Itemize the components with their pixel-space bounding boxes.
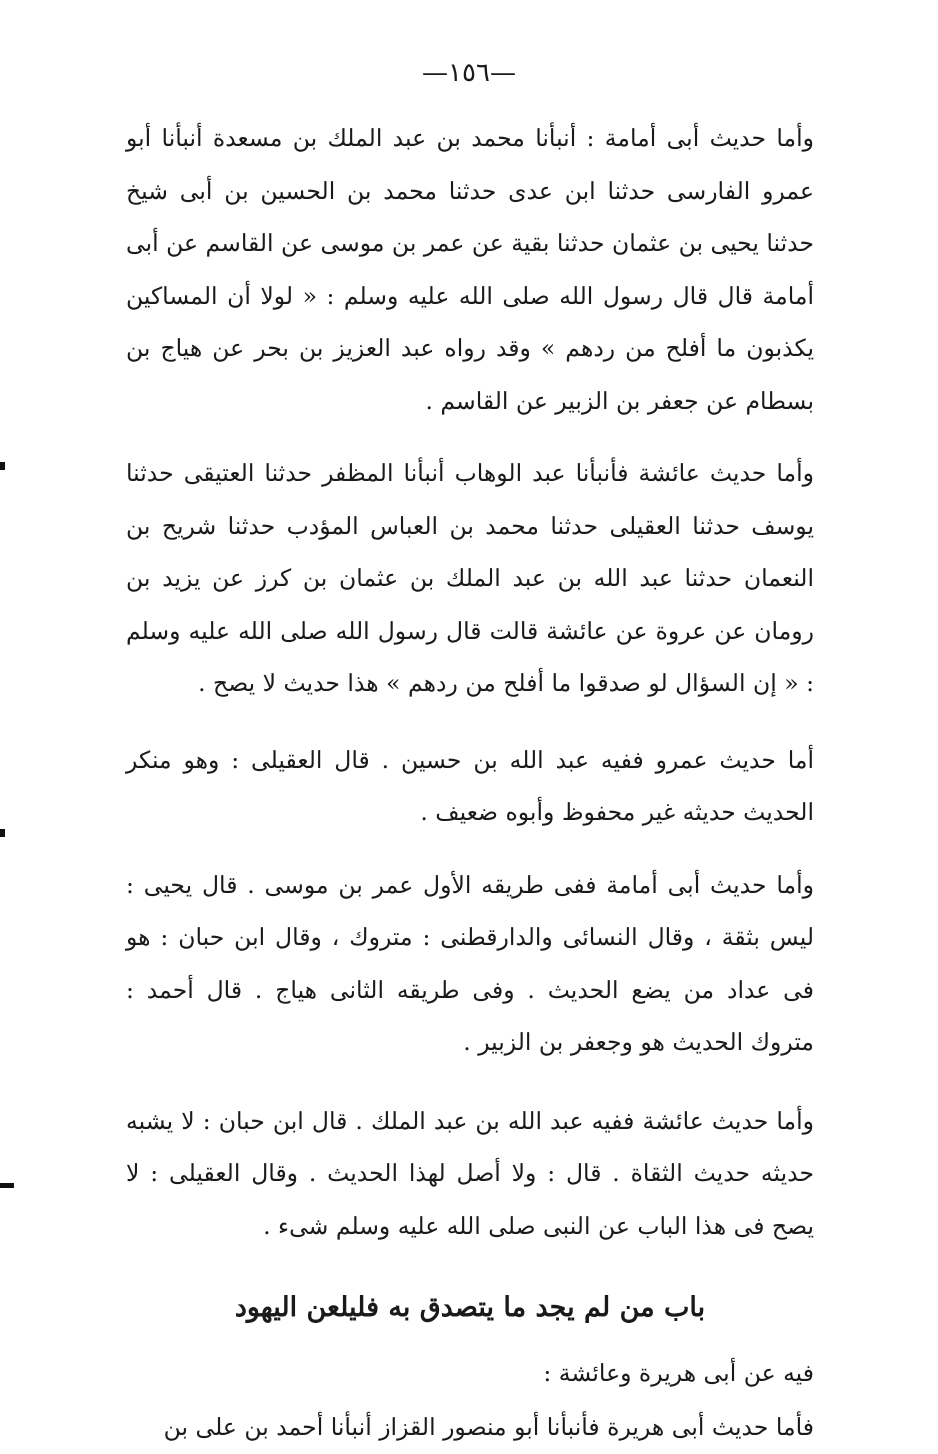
page-body	[126, 112, 814, 1454]
paragraph-abu-umama-critique: وأما حديث أبى أمامة ففى طريقه الأول عمر بن موسى . قال يحيى : ليس بثقة ، وقال النسائى والدارقطنى : متروك ، وقال ابن حبان : هو فى عداد من يضع الحديث . وفى طريقه الثانى هياج . قال أحمد : متروك الحديث هو وجعفر بن الزبير .	[126, 870, 814, 1056]
section-heading: باب من لم يجد ما يتصدق به فليلعن اليهود	[234, 1292, 706, 1323]
section-intro: فيه عن أبى هريرة وعائشة :	[543, 1359, 814, 1387]
margin-mark	[0, 829, 5, 837]
margin-mark	[0, 462, 5, 470]
page-number: —١٥٦—	[422, 58, 516, 88]
paragraph-abu-umama-hadith: وأما حديث أبى أمامة : أنبأنا محمد بن عبد الملك بن مسعدة أنبأنا أبو عمرو الفارسى حدثنا ابن عدى حدثنا محمد بن الحسين بن أبى شيخ حدثنا يحيى بن عثمان حدثنا بقية عن عمر بن موسى عن القاسم عن أبى أمامة قال قال رسول الله صلى الله عليه وسلم : « لولا أن المساكين يكذبون ما أفلح من ردهم » وقد رواه عبد العزيز بن بحر عن هياج بن بسطام عن جعفر بن الزبير عن القاسم .	[126, 124, 814, 415]
margin-mark	[0, 1183, 14, 1188]
paragraph-amr-hadith: أما حديث عمرو ففيه عبد الله بن حسين . قال العقيلى : وهو منكر الحديث حديثه غير محفوظ وأبوه ضعيف .	[126, 745, 814, 826]
paragraph-aisha-critique: وأما حديث عائشة ففيه عبد الله بن عبد الملك . قال ابن حبان : لا يشبه حديثه حديث الثقاة . قال : ولا أصل لهذا الحديث . وقال العقيلى : لا يصح فى هذا الباب عن النبى صلى الله عليه وسلم شىء .	[126, 1106, 814, 1240]
paragraph-aisha-hadith: وأما حديث عائشة فأنبأنا عبد الوهاب أنبأنا المظفر حدثنا العتيقى حدثنا يوسف حدثنا العقيلى حدثنا محمد بن العباس المؤدب حدثنا شريح بن النعمان حدثنا عبد الله بن عبد الملك بن عثمان بن كرز عن يزيد بن رومان عن عروة عن عائشة قالت قال رسول الله صلى الله عليه وسلم : « إن السؤال لو صدقوا ما أفلح من ردهم » هذا حديث لا يصح .	[126, 459, 814, 697]
section-first-line: فأما حديث أبى هريرة فأنبأنا أبو منصور القزاز أنبأنا أحمد بن على بن	[163, 1413, 814, 1441]
